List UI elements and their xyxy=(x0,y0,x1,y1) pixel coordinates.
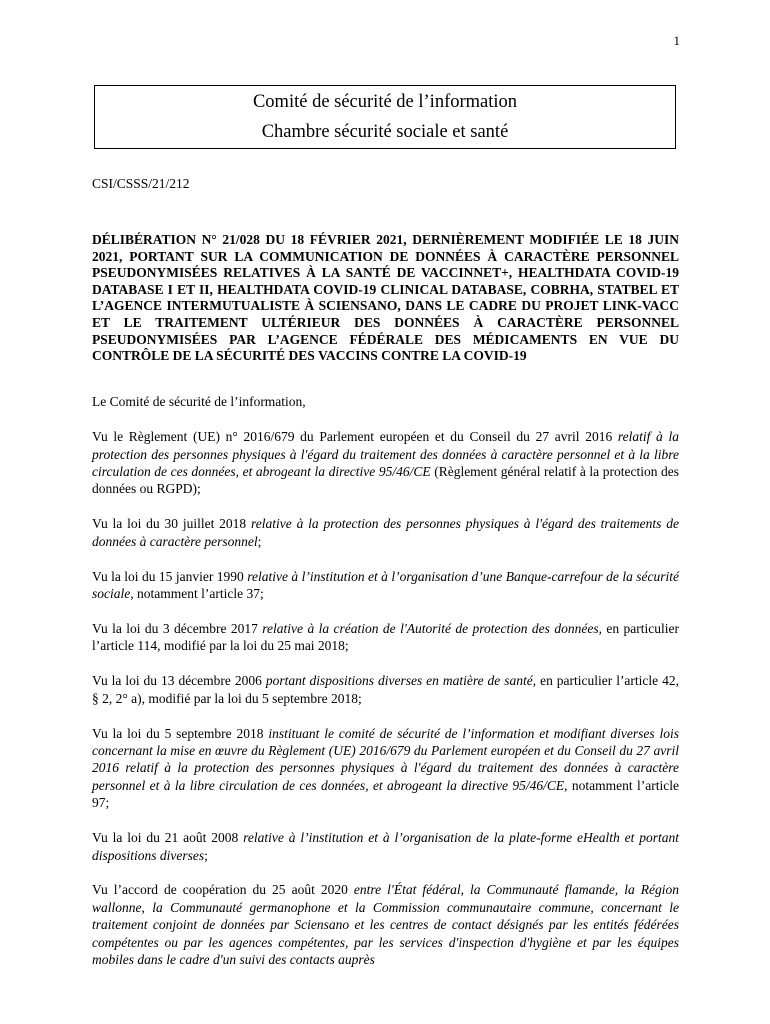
paragraph-text: Vu la loi du 15 janvier 1990 xyxy=(92,568,248,584)
paragraph-text: ; xyxy=(257,533,262,549)
paragraph-accord-2020 xyxy=(92,881,679,968)
paragraph-text: , en particulier l’article 42, § 2, 2° a), modifié par la loi du 5 septembre 2018; xyxy=(92,673,679,706)
paragraph-loi-2017 xyxy=(92,620,679,655)
paragraph-text: , en particulier l’article 114, modifié par la loi du 25 mai 2018; xyxy=(92,620,679,654)
paragraph-italic-text: relative à l’institution et à l’organisation d’une Banque-carrefour de la sécurité sociale xyxy=(92,568,679,602)
document-body xyxy=(92,393,679,986)
paragraph-text: Vu la loi du 13 décembre 2006 xyxy=(92,673,266,689)
paragraph-text: , notamment l’article 37; xyxy=(130,586,264,602)
paragraph-rgpd xyxy=(92,428,679,498)
paragraph-text: (Règlement général relatif à la protection des données ou RGPD); xyxy=(92,464,680,497)
paragraph-text: ; xyxy=(204,847,208,863)
paragraph-loi-2018 xyxy=(92,515,679,550)
paragraph-text: Vu la loi du 5 septembre 2018 xyxy=(92,725,269,741)
paragraph-text: Vu le Règlement (UE) n° 2016/679 du Parlement européen et du Conseil du 27 avril 2016 xyxy=(92,429,618,445)
paragraph-italic-text: instituant le comité de sécurité de l’information et modifiant diverses lois concernant la mise en œuvre du Règlement (UE) 2016/679 du Parlement européen et du Conseil du 27 avril 2016 relatif à la protection des personnes physiques à l'égard du traitement des données à caractère personnel et à la libre circulation de ces données, et abrogeant la directive 95/46/CE xyxy=(92,725,679,793)
page-number: 1 xyxy=(673,33,680,48)
header-box xyxy=(94,85,676,149)
paragraph-loi-1990 xyxy=(92,568,679,603)
header-committee-name: Comité de sécurité de l’information xyxy=(252,92,518,112)
paragraph-text: Vu la loi du 30 juillet 2018 xyxy=(92,516,252,532)
paragraph-italic-text: entre l'État fédéral, la Communauté flamande, la Région wallonne, la Communauté germanophone et la Commission communautaire commune, concernant le traitement conjoint de données par Sciensano et les centres de contact désignés par les entités fédérées compétentes ou par les agences compétentes, par les services d'inspection d'hygiène et par les équipes mobiles dans le cadre d'un suivi des contacts auprès xyxy=(92,882,679,968)
deliberation-title: DÉLIBÉRATION N° 21/028 DU 18 FÉVRIER 2021, DERNIÈREMENT MODIFIÉE LE 18 JUIN 2021, PORTANT SUR LA COMMUNICATION DE DONNÉES À CARACTÈRE PERSONNEL PSEUDONYMISÉES RELATIVES À LA SANTÉ DE VACCINNET+, HEALTHDATA COVID-19 DATABASE I ET II, HEALTHDATA COVID-19 CLINICAL DATABASE, COBRHA, STATBEL ET L’AGENCE INTERMUTUALISTE À SCIENSANO, DANS LE CADRE DU PROJET LINK-VACC ET LE TRAITEMENT ULTÉRIEUR DES DONNÉES À CARACTÈRE PERSONNEL PSEUDONYMISÉES PAR L’AGENCE FÉDÉRALE DES MÉDICAMENTS EN VUE DU CONTRÔLE DE LA SÉCURITÉ DES VACCINS CONTRE LA COVID-19 xyxy=(92,232,679,364)
intro-paragraph: Le Comité de sécurité de l’information, xyxy=(92,394,306,409)
document-reference: CSI/CSSS/21/212 xyxy=(92,176,190,191)
paragraph-text: Vu la loi du 3 décembre 2017 xyxy=(92,620,263,636)
paragraph-italic-text: portant dispositions diverses en matière de santé xyxy=(265,673,533,689)
paragraph-italic-text: relatif à la protection des personnes physiques à l'égard du traitement des données à caractère personnel et à la libre circulation de ces données, et abrogeant la directive 95/46/CE xyxy=(92,429,679,480)
paragraph-text: Vu l’accord de coopération du 25 août 2020 xyxy=(92,882,354,898)
paragraph-text: Vu la loi du 21 août 2008 xyxy=(92,830,244,846)
paragraph-italic-text: relative à la protection des personnes physiques à l'égard des traitements de données à caractère personnel xyxy=(92,516,679,549)
paragraph-italic-text: relative à l’institution et à l’organisation de la plate-forme eHealth et portant dispositions diverses xyxy=(92,830,679,863)
paragraph-loi-2018-csi xyxy=(92,725,679,812)
paragraph-loi-2006 xyxy=(92,672,679,707)
header-chamber-name: Chambre sécurité sociale et santé xyxy=(261,122,509,142)
paragraph-italic-text: relative à la création de l'Autorité de protection des données xyxy=(262,620,599,636)
paragraph-text: , notamment l’article 97; xyxy=(92,777,679,811)
paragraph-loi-2008 xyxy=(92,829,679,864)
